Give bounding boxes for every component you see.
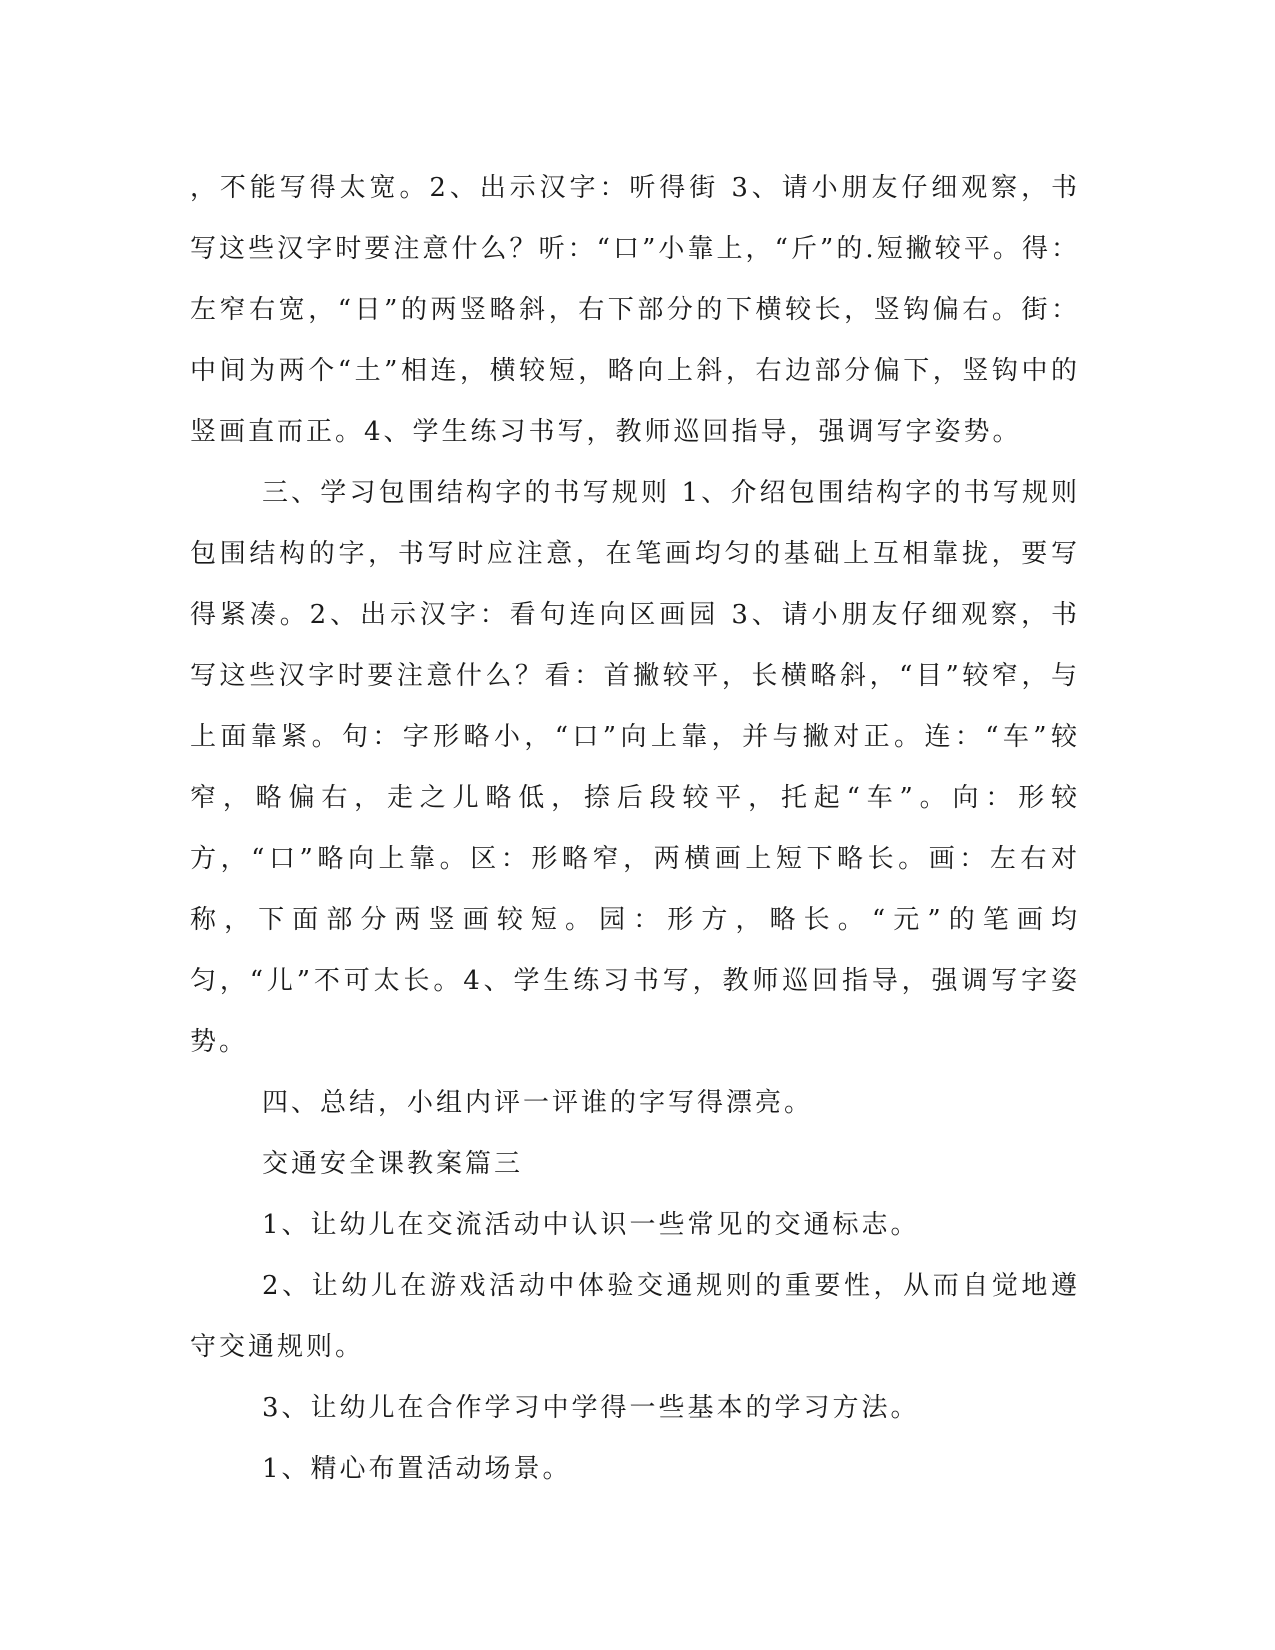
section-heading: 交通安全课教案篇三: [262, 1149, 524, 1179]
preparation-item-1: 1、精心布置活动场景。: [262, 1454, 572, 1484]
document-body: [190, 158, 1080, 1500]
goal-item-1: 1、让幼儿在交流活动中认识一些常见的交通标志。: [262, 1210, 920, 1240]
paragraph-enclosure-structure: 三、学习包围结构字的书写规则 1、介绍包围结构字的书写规则包围结构的字，书写时应注意，在笔画均匀的基础上互相靠拢，要写得紧凑。2、出示汉字：看句连向区画园 3、请小朋友仔细观察，书写这些汉字时要注意什么？看：首撇较平，长横略斜，“目”较窄，与上面靠紧。句：字形略小，“口”向上靠，并与撇对正。连：“车”较窄，略偏右，走之儿略低，捺后段较平，托起“车”。向：形较方，“口”略向上靠。区：形略窄，两横画上短下略长。画：左右对称，下面部分两竖画较短。园：形方，略长。“元”的笔画均匀，“儿”不可太长。4、学生练习书写，教师巡回指导，强调写字姿势。: [190, 478, 1080, 1057]
paragraph-summary: 四、总结，小组内评一评谁的字写得漂亮。: [262, 1088, 814, 1118]
goal-item-2: 2、让幼儿在游戏活动中体验交通规则的重要性，从而自觉地遵守交通规则。: [190, 1271, 1080, 1362]
paragraph-writing-guidance: ，不能写得太宽。2、出示汉字：听得街 3、请小朋友仔细观察，书写这些汉字时要注意什么？听：“口”小靠上，“斤”的.短撇较平。得：左窄右宽，“日”的两竖略斜，右下部分的下横较长，竖钩偏右。街：中间为两个“土”相连，横较短，略向上斜，右边部分偏下，竖钩中的竖画直而正。4、学生练习书写，教师巡回指导，强调写字姿势。: [190, 173, 1080, 447]
goal-item-3: 3、让幼儿在合作学习中学得一些基本的学习方法。: [262, 1393, 920, 1423]
